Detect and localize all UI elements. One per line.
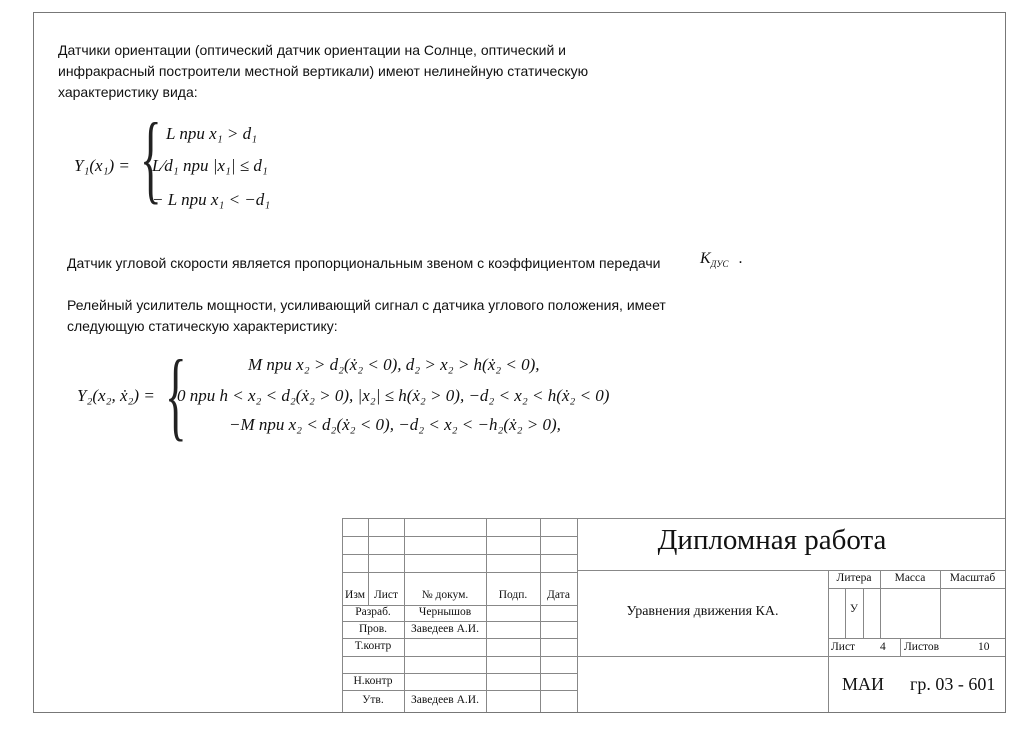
developer-name: Чернышов: [418, 606, 472, 618]
equation-2-lhs: Y₂(x₂, ẋ₂) =: [77, 386, 155, 405]
equation-1-case: L при x₁ > d₁: [166, 124, 257, 143]
equation-1-case: − L при x₁ < −d₁: [152, 190, 271, 209]
k-dus-symbol: [700, 250, 742, 269]
paragraph-angular-rate-sensor: [67, 253, 660, 274]
document-title: Дипломная работа: [657, 524, 887, 556]
role-developer: Разраб.: [355, 606, 391, 618]
text-line: характеристику вида:: [58, 84, 198, 100]
equation-2-case: −M при x₂ < d₂(ẋ₂ < 0), −d₂ < x₂ < −h₂(ẋ₂ > 0),: [229, 415, 561, 434]
left-brace: {: [165, 339, 187, 450]
equation-2-case: M при x₂ > d₂(ẋ₂ < 0), d₂ > x₂ > h(ẋ₂ < 0),: [248, 355, 540, 374]
header-list: Лист: [373, 589, 399, 601]
header-doc-number: № докум.: [421, 589, 469, 601]
symbol: K: [700, 250, 711, 267]
checker-name: Заведеев А.И.: [411, 623, 479, 635]
left-brace: {: [140, 102, 162, 213]
paragraph-relay-amplifier: [67, 295, 666, 337]
group-number: гр. 03 - 601: [910, 674, 996, 694]
period: .: [738, 250, 743, 267]
sheets-total: 10: [978, 641, 990, 653]
litera-value: У: [849, 603, 859, 615]
role-checker: Пров.: [358, 623, 388, 635]
text-line: инфракрасный построители местной вертикали) имеют нелинейную статическую: [58, 63, 589, 79]
symbol-subscript: ДУС: [710, 259, 729, 270]
equation-1-lhs: Y₁(x₁) =: [74, 156, 130, 175]
text-line: Датчик угловой скорости является пропорциональным звеном с коэффициентом передачи: [67, 255, 661, 271]
scale-label: Масштаб: [949, 572, 996, 584]
header-izm: Изм: [345, 589, 365, 601]
sheet-label: Лист: [831, 641, 856, 653]
organization: МАИ: [842, 674, 885, 694]
text-line: следующую статическую характеристику:: [67, 318, 338, 334]
equation-2-case: 0 при h < x₂ < d₂(ẋ₂ > 0), |x₂| ≤ h(ẋ₂ > 0), −d₂ < x₂ < h(ẋ₂ < 0): [177, 386, 610, 405]
sheets-label: Листов: [904, 641, 940, 653]
text-line: Датчики ориентации (оптический датчик ориентации на Солнце, оптический и: [58, 42, 566, 58]
role-approver: Утв.: [362, 694, 384, 706]
header-signature: Подп.: [498, 589, 528, 601]
document-subject: Уравнения движения КА.: [626, 604, 779, 619]
equation-1-case: L⁄d₁ при |x₁| ≤ d₁: [152, 156, 268, 175]
paragraph-orientation-sensors: [58, 40, 588, 103]
mass-label: Масса: [894, 572, 926, 584]
text-line: Релейный усилитель мощности, усиливающий сигнал с датчика углового положения, имеет: [67, 297, 666, 313]
sheet-number: 4: [880, 641, 886, 653]
role-tech-control: Т.контр: [354, 640, 392, 652]
litera-label: Литера: [836, 572, 872, 584]
role-norm-control: Н.контр: [353, 675, 393, 687]
approver-name: Заведеев А.И.: [411, 694, 479, 706]
header-date: Дата: [547, 589, 570, 601]
